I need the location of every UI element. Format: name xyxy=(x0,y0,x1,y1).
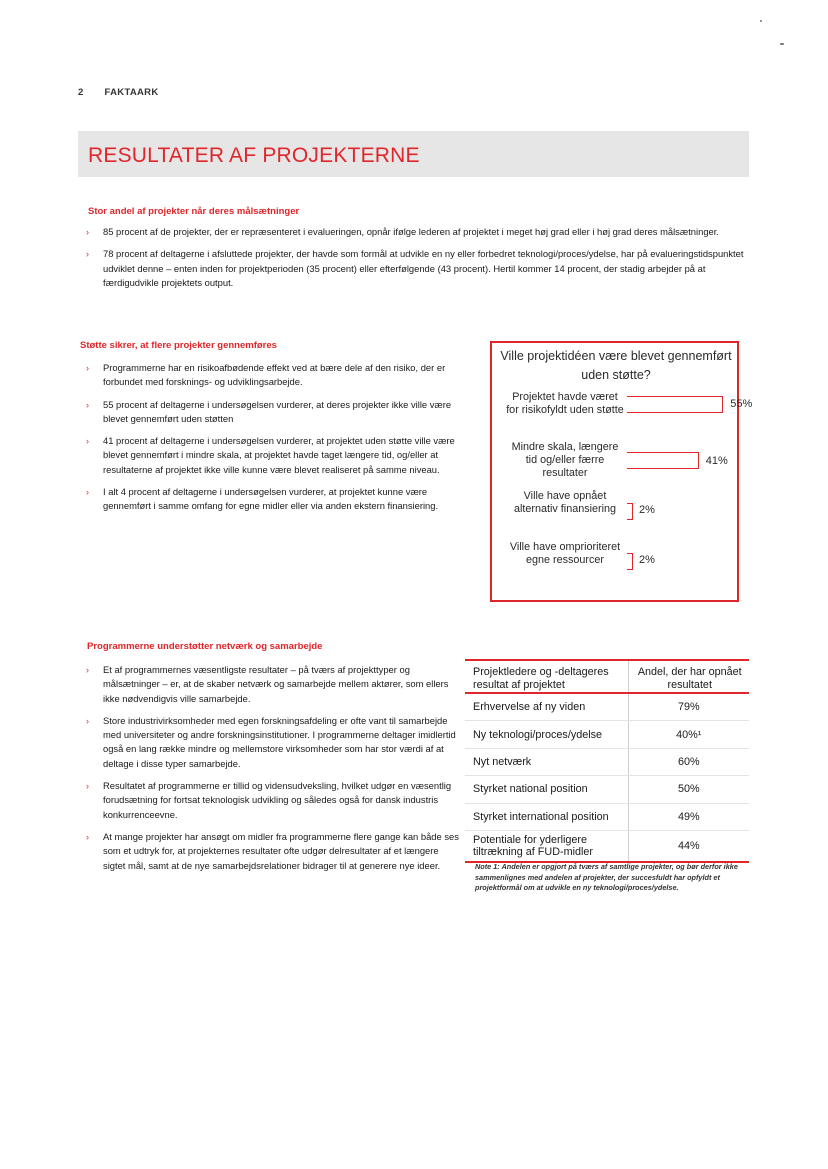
page-title: RESULTATER AF PROJEKTERNE xyxy=(88,144,420,167)
chart-category-label: Mindre skala, længere tid og/eller færre resultater xyxy=(511,441,619,479)
results-table xyxy=(465,659,749,863)
table-header-result: Projektledere og -deltageres resultat af projektet xyxy=(465,660,628,693)
chart-bar xyxy=(627,396,723,413)
chart-title: Ville projektidéen være blevet gennemført uden støtte? xyxy=(500,349,732,382)
page-header xyxy=(78,87,159,98)
table-note: Note 1: Andelen er opgjort på tværs af samtlige projekter, og bør derfor ikke sammenlignes med andelen af projekter, der succesfuldt har opfyldt et projektformål om at udvikle en ny teknologi/proces/ydelse. xyxy=(475,862,738,892)
section-heading-support: Støtte sikrer, at flere projekter gennemføres xyxy=(80,340,277,351)
list-item: › Store industrivirksomheder med egen forskningsafdeling er ofte vant til samarbejde med universiteter og andre forskningsinstitutioner. I programmerne deltager imidlertid også en lang række mindre og mellemstore virksomheder som har stor værdi af at deltage i disse typer samarbejde. xyxy=(86,714,456,769)
chart-value-label: 41% xyxy=(705,455,728,467)
list-item: › Et af programmernes væsentligste resultater – på tværs af projekttyper og målsætninger – er, at de skaber netværk og samarbejde mellem aktører, som ellers ikke nødvendigvis ville samarbejde. xyxy=(86,664,449,704)
bullet-arrow-icon: › xyxy=(86,399,89,410)
section-heading-goals: Stor andel af projekter når deres målsætninger xyxy=(88,206,300,217)
chart-bar xyxy=(627,503,633,520)
list-item: › 41 procent af deltagerne i undersøgelsen vurderer, at projektet uden støtte ville være blevet gennemført i mindre skala, at projektet havde taget længere tid, og/eller at resultaterne af projektet ikke ville kunne være blevet realiseret på samme niveau. xyxy=(86,435,455,475)
chart-bar xyxy=(627,553,633,570)
table-row: Ny teknologi/proces/ydelse 40%¹ xyxy=(465,721,749,748)
list-item: › 55 procent af deltagerne i undersøgelsen vurderer, at deres projekter ikke ville være blevet gennemført uden støtten xyxy=(86,398,452,424)
chart-value-label: 2% xyxy=(639,504,655,516)
table-row: Styrket national position 50% xyxy=(465,776,749,803)
page-number: 2 xyxy=(78,87,84,98)
table-row: Styrket international position 49% xyxy=(465,803,749,830)
bullet-list-goals xyxy=(80,225,750,298)
bullet-arrow-icon: › xyxy=(86,715,89,726)
scan-mark xyxy=(780,43,784,45)
list-item: › At mange projekter har ansøgt om midler fra programmerne flere gange kan både ses som et udtryk for, at projekternes resultater ofte udgør delresultater af et længere sigtet mål, samt at de nye samarbejdsrelationer bidrager til at generere nye ideer. xyxy=(86,830,459,871)
list-item: › 85 procent af de projekter, der er repræsenteret i evalueringen, opnår ifølge lederen af projektet i meget høj grad eller i høj grad deres målsætninger. xyxy=(80,225,750,239)
bullet-list-support xyxy=(80,361,476,522)
list-item: › 78 procent af deltagerne i afsluttede projekter, der havde som formål at udvikle en ny eller forbedret teknologi/proces/ydelse, har på evalueringstidspunktet udviklet denne – enten inden for projektperioden (35 procent) eller efterfølgende (43 procent). Hertil kommer 14 procent, der stadig arbejder på at færdigudvikle projektets output. xyxy=(86,248,744,288)
bullet-list-network xyxy=(80,663,462,881)
section-heading-network: Programmerne understøtter netværk og samarbejde xyxy=(87,641,323,652)
chart-bar xyxy=(627,452,699,469)
bullet-arrow-icon: › xyxy=(86,665,89,675)
table-row: Nyt netværk 60% xyxy=(465,748,749,775)
chart-category-label: Ville have opnået alternativ finansiering xyxy=(513,490,617,515)
bullet-arrow-icon: › xyxy=(86,249,89,260)
chart-category-label: Ville have omprioriteret egne ressourcer xyxy=(509,541,621,566)
table-header-share: Andel, der har opnået resultatet xyxy=(628,660,749,693)
list-item: › Resultatet af programmerne er tillid og vidensudveksling, hvilket udgør en væsentlig forudsætning for fortsat teknologisk udvikling og således også for dansk industris konkurrenceevne. xyxy=(86,780,452,820)
scan-mark xyxy=(760,20,762,22)
table-header-row xyxy=(465,660,749,693)
table-row: Erhvervelse af ny viden 79% xyxy=(465,693,749,721)
list-item: › I alt 4 procent af deltagerne i undersøgelsen vurderer, at projektet kunne være gennemført i samme omfang for egne midler eller via anden ekstern finansiering. xyxy=(86,486,439,512)
bullet-arrow-icon: › xyxy=(86,831,89,842)
bullet-arrow-icon: › xyxy=(86,487,89,498)
bullet-arrow-icon: › xyxy=(86,227,89,237)
chart-value-label: 2% xyxy=(639,554,655,566)
bullet-arrow-icon: › xyxy=(86,436,89,447)
bullet-arrow-icon: › xyxy=(86,363,89,373)
table-row: Potentiale for yderligere tiltrækning af FUD-midler 44% xyxy=(465,830,749,862)
chart-value-label: 55% xyxy=(730,398,753,410)
chart-category-label: Projektet havde været for risikofyldt uden støtte xyxy=(506,391,624,416)
header-label: FAKTAARK xyxy=(104,87,159,98)
list-item: › Programmerne har en risikoafbødende effekt ved at bære dele af den risiko, der er forbundet med forsknings- og udviklingsarbejde. xyxy=(86,362,446,388)
bullet-arrow-icon: › xyxy=(86,781,89,792)
